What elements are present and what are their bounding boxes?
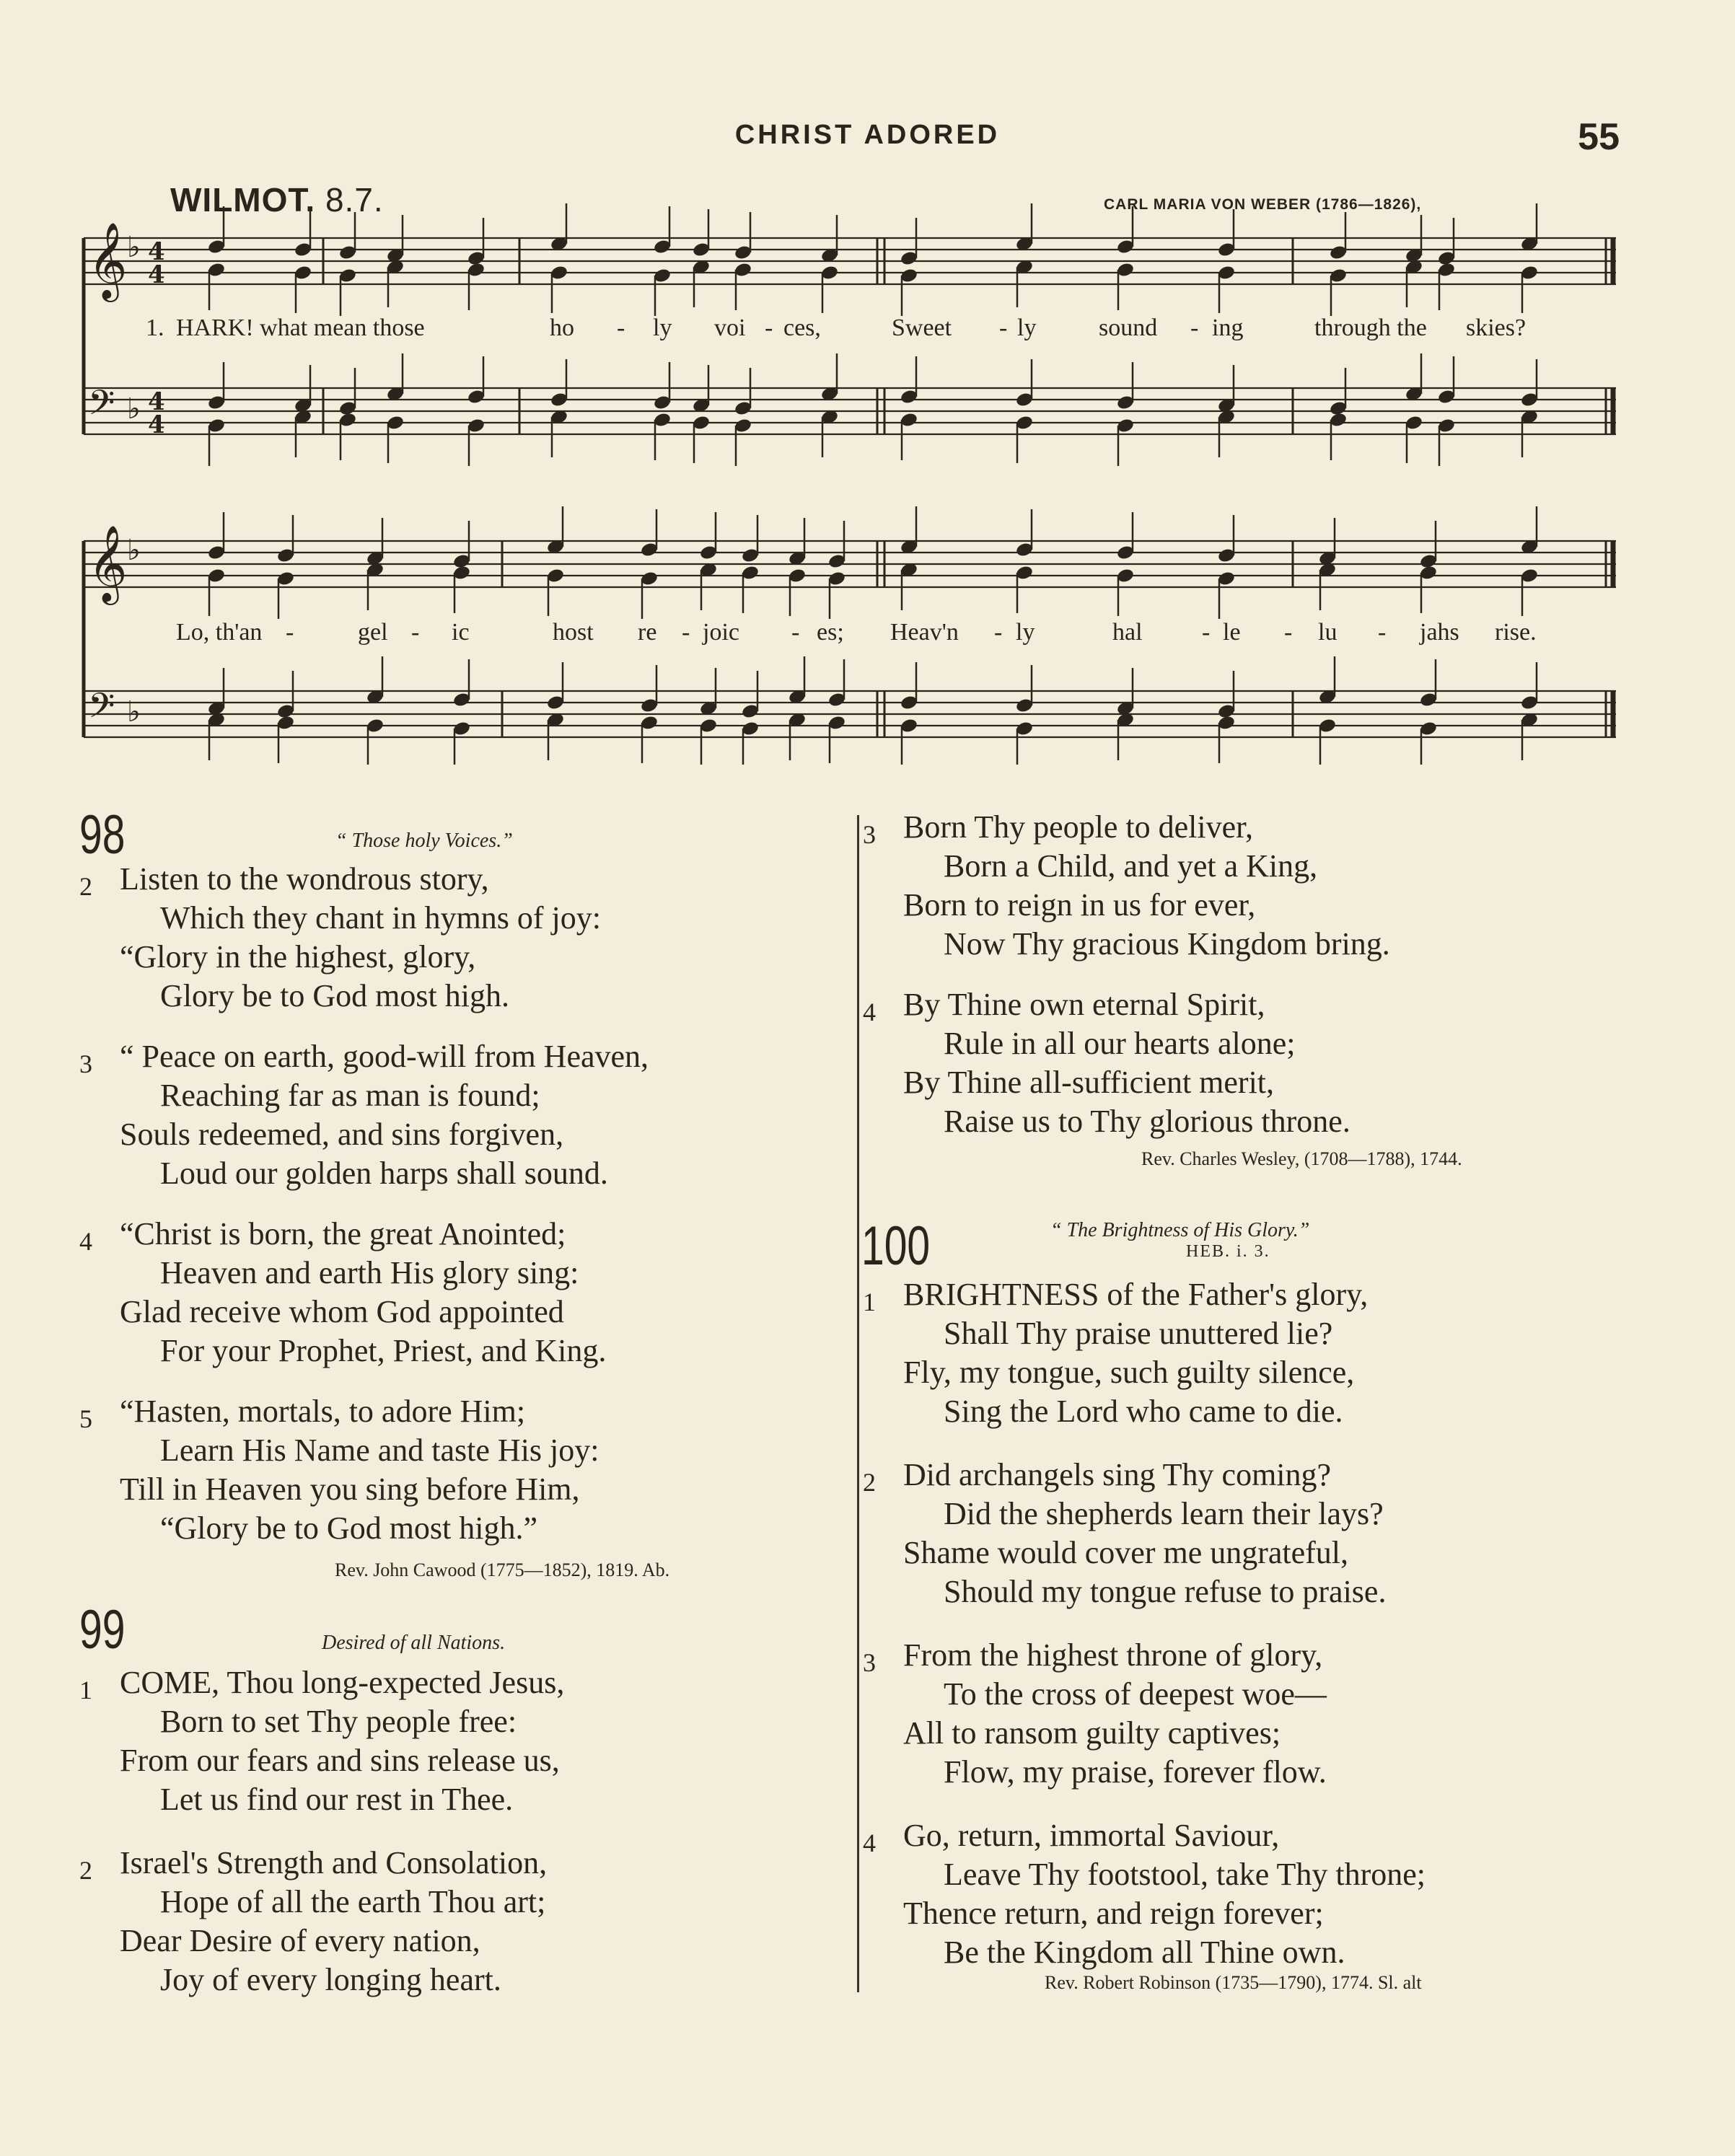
verse-line: Born to set Thy people free: <box>160 1704 517 1739</box>
verse-line: Listen to the wondrous story, <box>120 861 489 897</box>
hymn-99-subtitle: Desired of all Nations. <box>322 1632 506 1654</box>
verse-number: 3 <box>863 1648 876 1677</box>
verse-line: Now Thy gracious Kingdom bring. <box>944 926 1390 962</box>
verse-line: Did archangels sing Thy coming? <box>903 1457 1332 1492</box>
hymn-99-verses-right <box>863 808 1390 1163</box>
verse-line: Shame would cover me ungrateful, <box>903 1535 1349 1570</box>
lyric-syllable: joic <box>703 619 739 646</box>
running-head: CHRIST ADORED <box>734 120 1001 150</box>
lyric-syllable: le <box>1223 619 1241 646</box>
lyric-syllable: - <box>765 314 773 341</box>
verse-line: Let us find our rest in Thee. <box>160 1782 514 1817</box>
bass-clef: 𝄢 <box>88 382 115 431</box>
verse <box>863 808 1390 964</box>
lyric-syllable: Sweet <box>892 314 952 341</box>
tune-meter: 8.7. <box>325 181 384 219</box>
verse <box>863 1456 1426 1611</box>
verse-line: By Thine own eternal Spirit, <box>903 987 1265 1022</box>
verse-line: Rule in all our hearts alone; <box>944 1026 1296 1061</box>
verse-line: All to ransom guilty captives; <box>903 1715 1281 1751</box>
time-signature-top: 4 <box>148 387 165 416</box>
lyric-syllable: Lo, th'an <box>176 619 263 646</box>
verse-line: Souls redeemed, and sins forgiven, <box>120 1117 564 1152</box>
verse-line: Shall Thy praise unuttered lie? <box>944 1316 1333 1351</box>
verse-number: 2 <box>79 872 92 901</box>
verse <box>79 1844 564 1999</box>
verse-line: Reaching far as man is found; <box>160 1078 540 1113</box>
verse-line: Born Thy people to deliver, <box>903 809 1253 845</box>
verse-line: Did the shepherds learn their lays? <box>944 1496 1384 1531</box>
lyric-syllable: ic <box>452 619 470 646</box>
lyric-syllable: - <box>1190 314 1199 341</box>
verse-line: Fly, my tongue, such guilty silence, <box>903 1355 1355 1390</box>
lyric-syllable: ing <box>1212 314 1244 341</box>
hymn-100-scripture: HEB. i. 3. <box>1186 1242 1270 1261</box>
verse <box>863 1816 1426 1972</box>
verse-line: Born to reign in us for ever, <box>903 887 1256 923</box>
verse-line: Dear Desire of every nation, <box>120 1923 480 1958</box>
lyric-syllable: gel <box>358 619 388 646</box>
verse-line: Glad receive whom God appointed <box>120 1294 564 1329</box>
composer-credit: CARL MARIA VON WEBER (1786—1826), <box>1104 196 1422 213</box>
lyric-syllable: lu <box>1318 619 1338 646</box>
lyric-syllable: es; <box>817 619 844 646</box>
verse-line: Sing the Lord who came to die. <box>944 1394 1343 1429</box>
verse <box>79 860 649 1016</box>
lyric-syllable: - <box>1378 619 1387 646</box>
verse-line: Joy of every longing heart. <box>160 1962 501 1997</box>
verse-line: “Glory be to God most high.” <box>160 1510 538 1546</box>
verse-line: Flow, my praise, forever flow. <box>944 1754 1327 1790</box>
hymn-99-verses-left <box>79 1663 565 2024</box>
flat-sign: ♭ <box>127 392 141 426</box>
hymn-100-attribution: Rev. Robert Robinson (1735—1790), 1774. Sl. alt <box>1045 1972 1422 1993</box>
lyric-syllable: - <box>994 619 1003 646</box>
verse-line: Leave Thy footstool, take Thy throne; <box>944 1857 1426 1892</box>
verse <box>79 1663 565 1819</box>
verse <box>863 1636 1426 1792</box>
hymn-100-verses <box>863 1275 1426 1997</box>
lyric-syllable: re <box>638 619 657 646</box>
verse <box>79 1215 649 1370</box>
verse-line: For your Prophet, Priest, and King. <box>160 1333 607 1368</box>
verse-line: From our fears and sins release us, <box>120 1743 560 1778</box>
lyric-syllable: - <box>791 619 800 646</box>
lyric-syllable: rise. <box>1495 619 1537 646</box>
lyric-syllable: ly <box>653 314 672 341</box>
verse-line: Till in Heaven you sing before Him, <box>120 1471 580 1507</box>
verse <box>863 1275 1426 1431</box>
lyric-syllable: - <box>286 619 294 646</box>
treble-clef: 𝄞 <box>88 524 128 602</box>
verse-number: 1 <box>79 1676 92 1704</box>
lyric-syllable: - <box>1202 619 1211 646</box>
lyric-syllable: ly <box>1016 619 1035 646</box>
lyric-syllable: through the <box>1314 314 1427 341</box>
music-score <box>0 0 1735 765</box>
lyric-syllable: hal <box>1112 619 1143 646</box>
verse-line: Israel's Strength and Consolation, <box>120 1845 548 1880</box>
verse <box>863 985 1390 1141</box>
lyric-syllable: host <box>553 619 594 646</box>
lyric-syllable: voi <box>714 314 746 341</box>
lyric-syllable: skies? <box>1466 314 1527 341</box>
lyric-syllable: jahs <box>1420 619 1459 646</box>
verse-line: Raise us to Thy glorious throne. <box>944 1104 1350 1139</box>
hymn-98-verses <box>79 860 649 1570</box>
lyric-syllable: - <box>411 619 420 646</box>
flat-sign: ♭ <box>127 231 141 264</box>
treble-clef: 𝄞 <box>88 221 128 299</box>
time-signature-bottom: 4 <box>148 260 165 289</box>
verse-number: 1 <box>863 1288 876 1316</box>
verse-line: Thence return, and reign forever; <box>903 1896 1324 1931</box>
hymn-98-attribution: Rev. John Cawood (1775—1852), 1819. Ab. <box>335 1559 670 1580</box>
lyric-syllable: - <box>617 314 625 341</box>
lyric-syllable: Heav'n <box>890 619 959 646</box>
verse-number: 5 <box>79 1404 92 1433</box>
column-divider <box>857 815 859 1992</box>
verse-line: Glory be to God most high. <box>160 978 509 1013</box>
lyric-syllable: - <box>682 619 690 646</box>
hymn-100-subtitle: “ The Brightness of His Glory.” <box>1050 1219 1310 1241</box>
verse-number: 3 <box>79 1050 92 1078</box>
time-signature-bottom: 4 <box>148 410 165 439</box>
hymn-number-99: 99 <box>79 1599 126 1660</box>
verse-line: To the cross of deepest woe— <box>944 1676 1327 1712</box>
verse-number: 2 <box>863 1468 876 1497</box>
verse-number: 4 <box>863 998 876 1026</box>
verse-line: “Hasten, mortals, to adore Him; <box>120 1394 526 1429</box>
lyric-syllable: HARK! what mean those <box>176 314 425 341</box>
verse <box>79 1037 649 1193</box>
flat-sign: ♭ <box>127 695 141 729</box>
lyric-syllable: 1. <box>146 314 164 341</box>
hymn-98-subtitle: “ Those holy Voices.” <box>335 830 513 852</box>
verse-number: 3 <box>863 820 876 849</box>
lyric-syllable: ces, <box>783 314 821 341</box>
page-number: 55 <box>1578 116 1620 158</box>
verse-number: 4 <box>79 1227 92 1256</box>
verse-line: “Glory in the highest, glory, <box>120 939 476 974</box>
verse-line: “ Peace on earth, good-will from Heaven, <box>120 1039 649 1074</box>
lyric-syllable: sound <box>1099 314 1158 341</box>
verse-line: Hope of all the earth Thou art; <box>160 1884 546 1919</box>
time-signature-top: 4 <box>148 237 165 266</box>
verse-number: 2 <box>79 1856 92 1885</box>
verse-line: Learn His Name and taste His joy: <box>160 1433 599 1468</box>
verse <box>79 1392 649 1548</box>
verse-line: Born a Child, and yet a King, <box>944 848 1318 884</box>
verse-line: BRIGHTNESS of the Father's glory, <box>903 1277 1369 1312</box>
verse-number: 4 <box>863 1829 876 1857</box>
hymn-99-attribution: Rev. Charles Wesley, (1708—1788), 1744. <box>1141 1148 1462 1169</box>
verse-line: Which they chant in hymns of joy: <box>160 900 601 936</box>
verse-line: Go, return, immortal Saviour, <box>903 1818 1280 1853</box>
lyric-syllable: ho <box>550 314 574 341</box>
lyric-syllable: - <box>999 314 1008 341</box>
hymn-number-98: 98 <box>79 804 126 866</box>
verse-line: “Christ is born, the great Anointed; <box>120 1216 566 1251</box>
tune-title: WILMOT. <box>170 181 316 219</box>
lyric-syllable: ly <box>1017 314 1037 341</box>
verse-line: Loud our golden harps shall sound. <box>160 1156 608 1191</box>
verse-line: From the highest throne of glory, <box>903 1637 1323 1673</box>
verse-line: Should my tongue refuse to praise. <box>944 1574 1387 1609</box>
bass-clef: 𝄢 <box>88 685 115 734</box>
verse-line: COME, Thou long-expected Jesus, <box>120 1665 565 1700</box>
verse-line: By Thine all-sufficient merit, <box>903 1065 1275 1100</box>
verse-line: Heaven and earth His glory sing: <box>160 1255 579 1290</box>
verse-line: Be the Kingdom all Thine own. <box>944 1935 1345 1970</box>
lyric-syllable: - <box>1284 619 1293 646</box>
flat-sign: ♭ <box>127 534 141 567</box>
hymn-number-100: 100 <box>861 1215 931 1277</box>
